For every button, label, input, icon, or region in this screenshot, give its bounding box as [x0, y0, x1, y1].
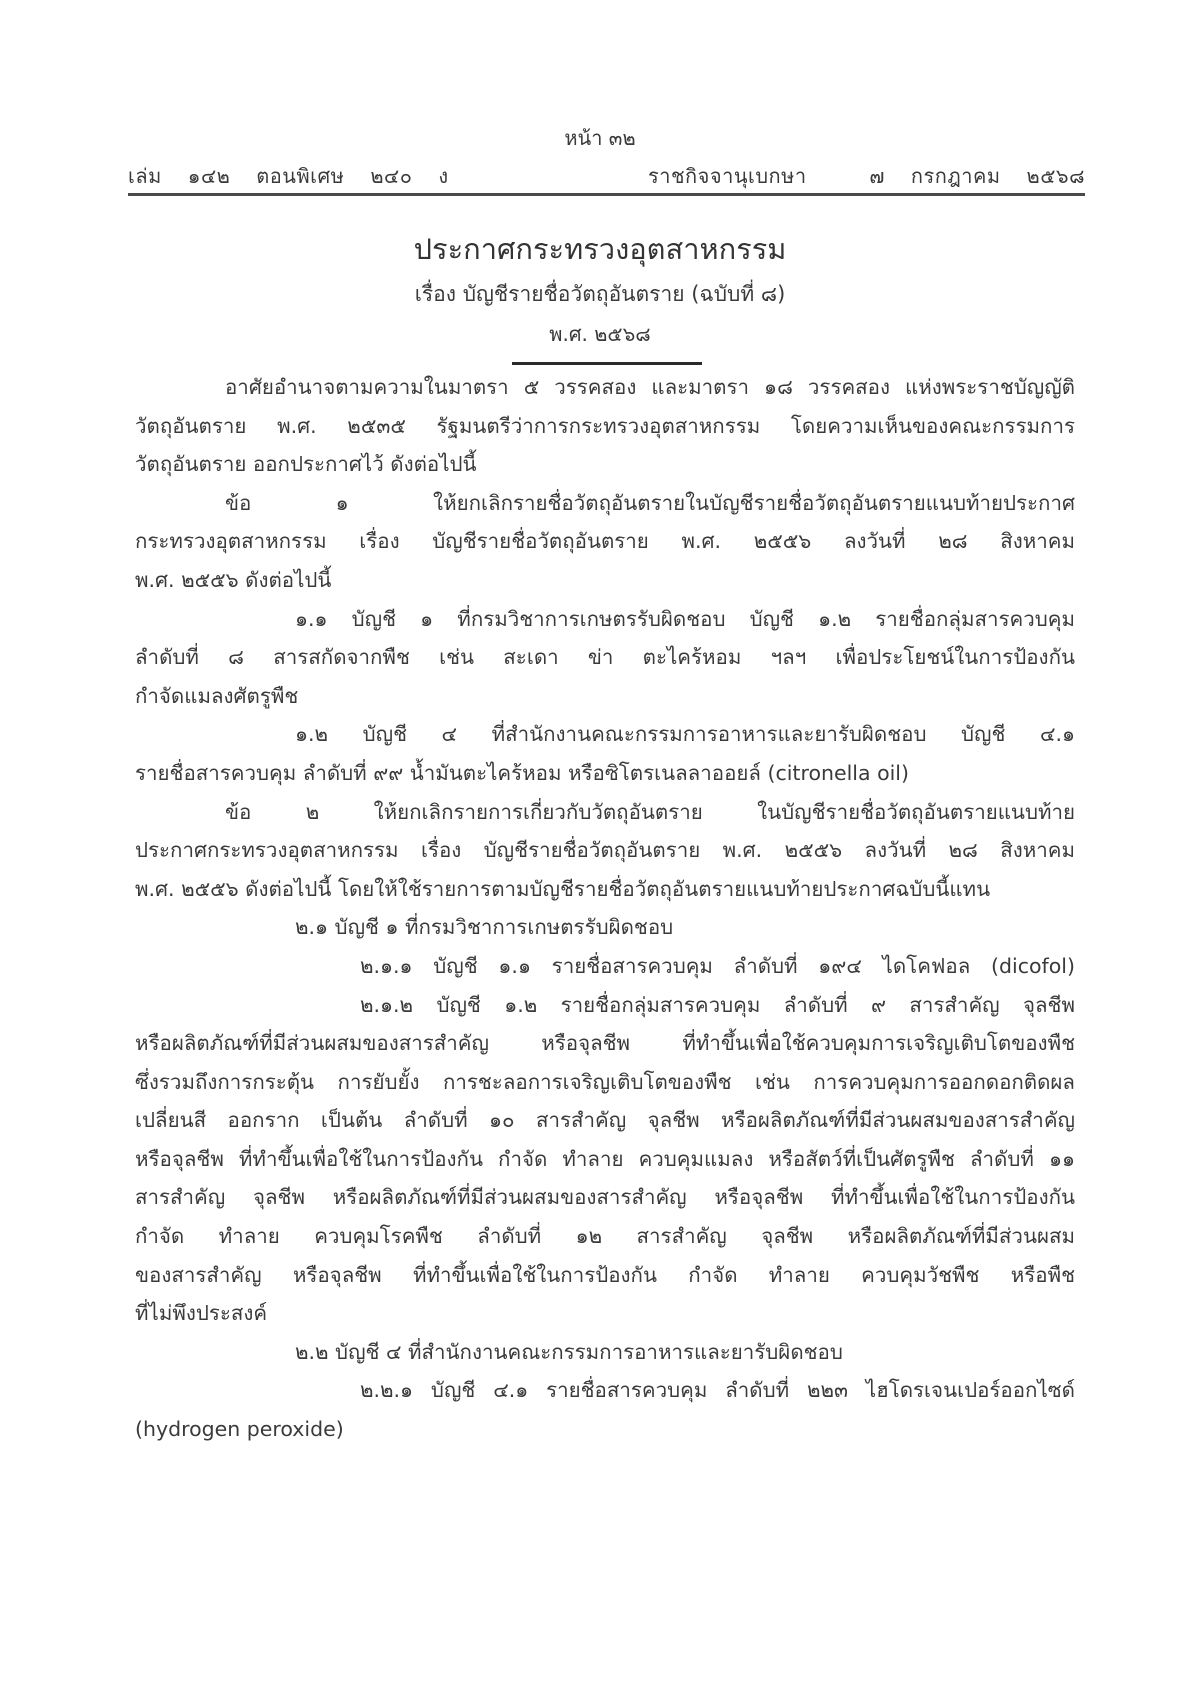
volume-number: ๑๔๒	[187, 164, 231, 188]
announcement-body	[135, 368, 1075, 1449]
body-line: อาศัยอำนาจตามความในมาตรา ๕ วรรคสอง และมาตรา ๑๘ วรรคสอง แห่งพระราชบัญญัติ	[225, 375, 1075, 399]
clause-2: ข้อ ๒ ให้ยกเลิกรายการเกี่ยวกับวัตถุอันตราย ในบัญชีรายชื่อวัตถุอันตรายแนบท้าย	[225, 799, 1075, 824]
body-line: สารสำคัญ จุลชีพ หรือผลิตภัณฑ์ที่มีส่วนผสมของสารสำคัญ หรือจุลชีพ ที่ทำขึ้นเพื่อใช้ในการป้องกัน	[135, 1185, 1075, 1210]
date-year: ๒๕๖๘	[1026, 164, 1085, 188]
gazette-issue-info	[128, 160, 475, 192]
body-line: ลำดับที่ ๘ สารสกัดจากพืช เช่น สะเดา ข่า ตะไคร้หอม ฯลฯ เพื่อประโยชน์ในการป้องกัน	[135, 645, 1075, 670]
body-line: ซึ่งรวมถึงการกระตุ้น การยับยั้ง การชะลอการเจริญเติบโตของพืช เช่น การควบคุมการออกดอกติดผล	[135, 1069, 1075, 1094]
clause-2-2: ๒.๒ บัญชี ๔ ที่สำนักงานคณะกรรมการอาหารและยารับผิดชอบ	[295, 1339, 843, 1364]
section-label: ตอนพิเศษ	[256, 164, 345, 188]
gazette-header	[128, 160, 1085, 192]
body-line: รายชื่อสารควบคุม ลำดับที่ ๙๙ น้ำมันตะไคร้หอม หรือซิโตรเนลลาออยล์ (citronella oil)	[135, 760, 909, 785]
body-line: ของสารสำคัญ หรือจุลชีพ ที่ทำขึ้นเพื่อใช้ในการป้องกัน กำจัด ทำลาย ควบคุมวัชพืช หรือพืช	[135, 1262, 1075, 1287]
body-line: พ.ศ. ๒๕๕๖ ดังต่อไปนี้	[135, 567, 332, 592]
body-line: ประกาศกระทรวงอุตสาหกรรม เรื่อง บัญชีรายชื่อวัตถุอันตราย พ.ศ. ๒๕๕๖ ลงวันที่ ๒๘ สิงหาคม	[135, 838, 1075, 863]
clause-2-1-1: ๒.๑.๑ บัญชี ๑.๑ รายชื่อสารควบคุม ลำดับที่ ๑๙๔ ไดโคฟอล (dicofol)	[360, 953, 1075, 978]
body-line: วัตถุอันตราย ออกประกาศไว้ ดังต่อไปนี้	[135, 452, 477, 477]
body-line: หรือจุลชีพ ที่ทำขึ้นเพื่อใช้ในการป้องกัน กำจัด ทำลาย ควบคุมแมลง หรือสัตว์ที่เป็นศัตรูพืช ลำดับที่ ๑๑	[135, 1146, 1075, 1171]
publication-date	[869, 160, 1085, 192]
body-line: หรือผลิตภัณฑ์ที่มีส่วนผสมของสารสำคัญ หรือจุลชีพ ที่ทำขึ้นเพื่อใช้ควบคุมการเจริญเติบโตของพืช	[135, 1031, 1075, 1056]
body-line: เปลี่ยนสี ออกราก เป็นต้น ลำดับที่ ๑๐ สารสำคัญ จุลชีพ หรือผลิตภัณฑ์ที่มีส่วนผสมของสารสำคัญ	[135, 1108, 1075, 1133]
title-separator	[512, 362, 702, 365]
body-line: พ.ศ. ๒๕๕๖ ดังต่อไปนี้ โดยให้ใช้รายการตามบัญชีรายชื่อวัตถุอันตรายแนบท้ายประกาศฉบับนี้แทน	[135, 876, 991, 901]
body-line: (hydrogen peroxide)	[135, 1417, 344, 1442]
clause-2-1: ๒.๑ บัญชี ๑ ที่กรมวิชาการเกษตรรับผิดชอบ	[295, 915, 674, 940]
announcement-year: พ.ศ. ๒๕๖๘	[549, 322, 651, 346]
body-line: กำจัด ทำลาย ควบคุมโรคพืช ลำดับที่ ๑๒ สารสำคัญ จุลชีพ หรือผลิตภัณฑ์ที่มีส่วนผสม	[135, 1224, 1075, 1249]
header-divider	[128, 193, 1085, 196]
body-line: กำจัดแมลงศัตรูพืช	[135, 683, 299, 708]
announcement-title: ประกาศกระทรวงอุตสาหกรรม	[413, 232, 787, 266]
clause-1-2: ๑.๒ บัญชี ๔ ที่สำนักงานคณะกรรมการอาหารและยารับผิดชอบ บัญชี ๔.๑	[295, 722, 1075, 747]
clause-1-1: ๑.๑ บัญชี ๑ ที่กรมวิชาการเกษตรรับผิดชอบ บัญชี ๑.๒ รายชื่อกลุ่มสารควบคุม	[295, 606, 1075, 631]
body-line: ที่ไม่พึงประสงค์	[135, 1301, 268, 1326]
volume-label: เล่ม	[128, 164, 162, 188]
date-month: กรกฎาคม	[910, 164, 1001, 188]
page-number: หน้า ๓๒	[564, 126, 636, 150]
clause-2-1-2: ๒.๑.๒ บัญชี ๑.๒ รายชื่อกลุ่มสารควบคุม ลำดับที่ ๙ สารสำคัญ จุลชีพ	[360, 992, 1075, 1017]
section-letter: ง	[438, 164, 449, 188]
date-day: ๗	[869, 164, 885, 188]
clause-1: ข้อ ๑ ให้ยกเลิกรายชื่อวัตถุอันตรายในบัญชีรายชื่อวัตถุอันตรายแนบท้ายประกาศ	[225, 490, 1075, 515]
publication-name: ราชกิจจานุเบกษา	[648, 164, 807, 188]
body-line: กระทรวงอุตสาหกรรม เรื่อง บัญชีรายชื่อวัตถุอันตราย พ.ศ. ๒๕๕๖ ลงวันที่ ๒๘ สิงหาคม	[135, 529, 1075, 554]
body-line: วัตถุอันตราย พ.ศ. ๒๕๓๕ รัฐมนตรีว่าการกระทรวงอุตสาหกรรม โดยความเห็นของคณะกรรมการ	[135, 413, 1075, 438]
clause-2-2-1: ๒.๒.๑ บัญชี ๔.๑ รายชื่อสารควบคุม ลำดับที่ ๒๒๓ ไฮโดรเจนเปอร์ออกไซด์	[360, 1378, 1075, 1403]
announcement-subject: เรื่อง บัญชีรายชื่อวัตถุอันตราย (ฉบับที่ ๘)	[414, 282, 786, 306]
section-number: ๒๔๐	[370, 164, 413, 188]
